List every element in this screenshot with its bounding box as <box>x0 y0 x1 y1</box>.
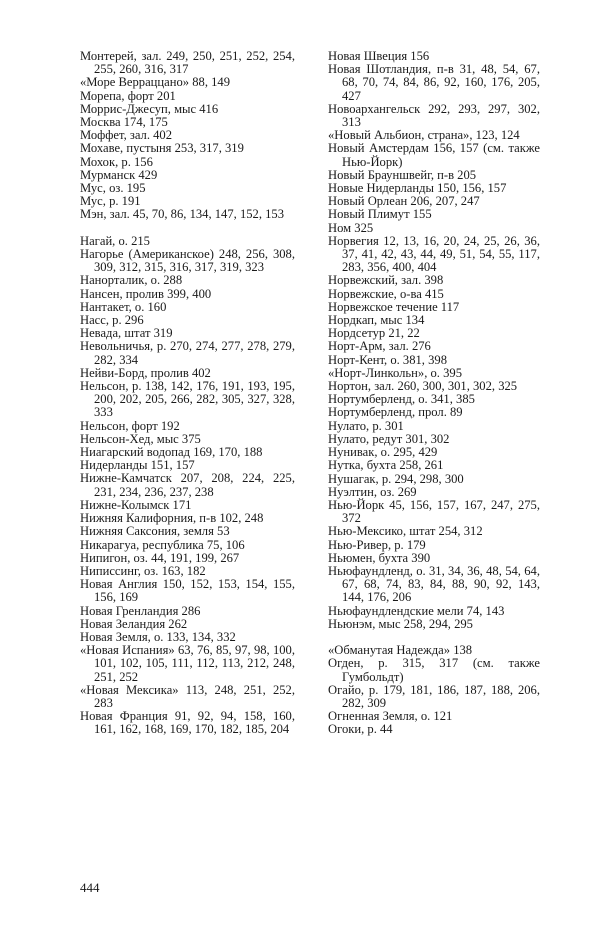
index-entry: Монтерей, зал. 249, 250, 251, 252, 254, 255, 260, 316, 317 <box>80 49 295 77</box>
index-entry: Норвежский, зал. 398 <box>328 273 444 288</box>
index-entry: Норвегия 12, 13, 16, 20, 24, 25, 26, 36, 37, 41, 42, 43, 44, 49, 51, 54, 55, 117, 283, 356, 400, 404 <box>328 233 540 275</box>
index-entry: Огненная Земля, о. 121 <box>328 709 453 724</box>
index-entry: Моррис-Джесуп, мыс 416 <box>80 101 219 116</box>
index-entry: Норвежское течение 117 <box>328 299 460 314</box>
index-entry: «Норт-Линкольн», о. 395 <box>328 365 462 380</box>
index-entry: Новая Земля, о. 133, 134, 332 <box>80 629 236 644</box>
index-entry: Мохок, р. 156 <box>80 154 153 169</box>
page-number: 444 <box>80 880 100 895</box>
index-entry: Ньюфаундлендские мели 74, 143 <box>328 603 505 618</box>
index-entry: Нутка, бухта 258, 261 <box>328 458 444 473</box>
index-entry: Нельсон-Хед, мыс 375 <box>80 431 201 446</box>
index-entry: Огайо, р. 179, 181, 186, 187, 188, 206, 282, 309 <box>328 682 540 710</box>
index-entry: Невада, штат 319 <box>80 326 173 341</box>
index-entry: Нортумберленд, о. 341, 385 <box>328 392 475 407</box>
index-entry: Нью-Мексико, штат 254, 312 <box>328 524 483 539</box>
index-entry: «Новая Испания» 63, 76, 85, 97, 98, 100, 101, 102, 105, 111, 112, 113, 212, 248, 251, 252 <box>80 643 295 684</box>
index-entry: Норт-Кент, о. 381, 398 <box>328 352 447 367</box>
index-entry: Нагорье (Американское) 248, 256, 308, 309, 312, 315, 316, 317, 319, 323 <box>80 247 295 275</box>
index-entry: Нельсон, р. 138, 142, 176, 191, 193, 195, 200, 202, 205, 266, 282, 305, 327, 328, 333 <box>80 379 295 420</box>
index-entry: Мохаве, пустыня 253, 317, 319 <box>80 141 244 156</box>
index-entry: Нижняя Саксония, земля 53 <box>80 524 230 539</box>
index-entry: Ньюфаундленд, о. 31, 34, 36, 48, 54, 64, 67, 68, 74, 83, 84, 88, 90, 92, 143, 144, 176, 206 <box>328 563 540 605</box>
index-entry: Ном 325 <box>328 220 374 235</box>
index-entry: Нижняя Калифорния, п-в 102, 248 <box>80 511 264 526</box>
index-entry: Новая Англия 150, 152, 153, 154, 155, 156, 169 <box>80 577 295 605</box>
index-entry: Морепа, форт 201 <box>80 88 176 103</box>
index-entry: Нушагак, р. 294, 298, 300 <box>328 471 464 486</box>
index-entry: Новый Орлеан 206, 207, 247 <box>328 194 480 209</box>
index-entry: Нейви-Борд, пролив 402 <box>80 365 211 380</box>
index-entry: Новая Зеландия 262 <box>80 616 188 631</box>
index-entry: Новоархангельск 292, 293, 297, 302, 313 <box>328 101 540 130</box>
index-entry: Новый Плимут 155 <box>328 207 432 222</box>
index-entry: Новая Шотландия, п-в 31, 48, 54, 67, 68, 70, 74, 84, 86, 92, 160, 176, 205, 427 <box>328 62 540 103</box>
index-entry: Новая Гренландия 286 <box>80 603 201 618</box>
index-entry: Мус, оз. 195 <box>80 181 146 196</box>
index-entry: Нортон, зал. 260, 300, 301, 302, 325 <box>328 379 518 394</box>
index-entry: Огден, р. 315, 317 (см. также Гумбольдт) <box>328 656 540 684</box>
index-entry: Нантакет, о. 160 <box>80 299 167 314</box>
index-entry: Нью-Йорк 45, 156, 157, 167, 247, 275, 372 <box>328 497 540 526</box>
index-entry: Новая Франция 91, 92, 94, 158, 160, 161, 162, 168, 169, 170, 182, 185, 204 <box>80 709 295 737</box>
index-entry: Ньюмен, бухта 390 <box>328 550 431 565</box>
index-entry: Нипигон, оз. 44, 191, 199, 267 <box>80 550 240 565</box>
index-entry: Новые Нидерланды 150, 156, 157 <box>328 181 507 196</box>
section-gap <box>80 222 295 235</box>
index-entry: Нидерланды 151, 157 <box>80 458 195 473</box>
index-entry: Нью-Ривер, р. 179 <box>328 537 426 552</box>
index-entry: Огоки, р. 44 <box>328 722 393 737</box>
index-entry: Норт-Арм, зал. 276 <box>328 339 431 354</box>
index-entry: Нижне-Камчатск 207, 208, 224, 225, 231, 234, 236, 237, 238 <box>80 471 295 499</box>
index-entry: Мэн, зал. 45, 70, 86, 134, 147, 152, 153 <box>80 207 285 222</box>
index-entry: Нордкап, мыс 134 <box>328 313 425 328</box>
index-entry: Моффет, зал. 402 <box>80 128 173 143</box>
index-entry: Нулато, р. 301 <box>328 418 404 433</box>
index-entry: Нунивак, о. 295, 429 <box>328 445 438 460</box>
index-entry: Новый Амстердам 156, 157 (см. также Нью-Йорк) <box>328 141 540 169</box>
index-entry: Новая Швеция 156 <box>328 49 430 63</box>
index-column-left <box>80 50 295 737</box>
index-entry: Нортумберленд, прол. 89 <box>328 405 463 420</box>
index-entry: Невольничья, р. 270, 274, 277, 278, 279, 282, 334 <box>80 339 295 367</box>
index-entry: Норвежские, о-ва 415 <box>328 286 444 301</box>
index-entry: Новый Брауншвейг, п-в 205 <box>328 167 477 182</box>
index-entry: Нагай, о. 215 <box>80 233 150 248</box>
index-entry: Никарагуа, республика 75, 106 <box>80 537 245 552</box>
index-entry: Насс, р. 296 <box>80 313 144 328</box>
index-entry: «Новый Альбион, страна», 123, 124 <box>328 128 520 143</box>
index-entry: «Новая Мексика» 113, 248, 251, 252, 283 <box>80 682 295 710</box>
index-entry: Нижне-Колымск 171 <box>80 497 192 512</box>
index-entry: Мус, р. 191 <box>80 194 141 209</box>
index-entry: Ниписсинг, оз. 163, 182 <box>80 563 206 578</box>
index-entry: Нулато, редут 301, 302 <box>328 431 450 446</box>
index-entry: Ньюнэм, мыс 258, 294, 295 <box>328 616 473 631</box>
index-entry: Москва 174, 175 <box>80 115 168 130</box>
index-entry: Нансен, пролив 399, 400 <box>80 286 212 301</box>
index-column-right <box>328 50 540 737</box>
index-entry: «Обманутая Надежда» 138 <box>328 643 473 658</box>
index-entry: Нанорталик, о. 288 <box>80 273 183 288</box>
index-entry: Ниагарский водопад 169, 170, 188 <box>80 445 263 460</box>
index-entry: «Море Верраццано» 88, 149 <box>80 75 231 90</box>
index-entry: Нуэлтин, оз. 269 <box>328 484 417 499</box>
index-entry: Нельсон, форт 192 <box>80 418 180 433</box>
index-entry: Нордсетур 21, 22 <box>328 326 420 341</box>
index-entry: Мурманск 429 <box>80 167 158 182</box>
